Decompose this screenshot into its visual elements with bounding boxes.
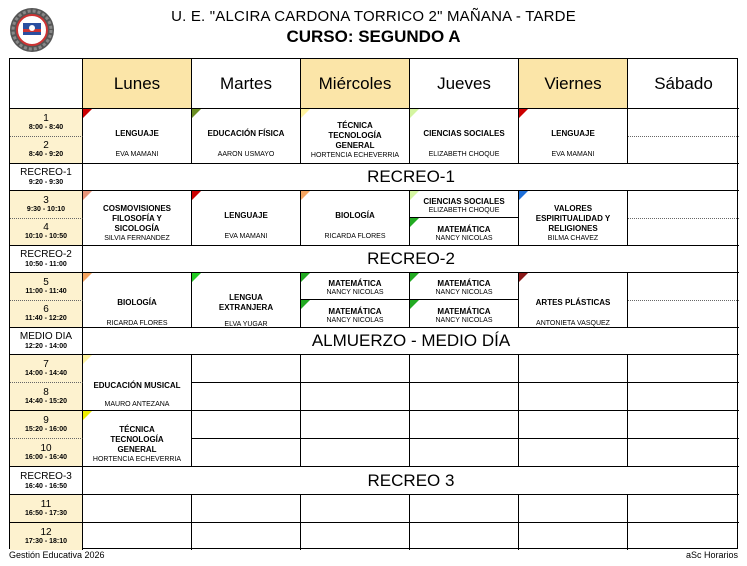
footer-right: aSc Horarios [685, 550, 738, 560]
break-recreo-2: RECREO-2 [83, 246, 739, 273]
empty-slot[interactable] [628, 137, 739, 164]
lesson-card[interactable]: MATEMÁTICA NANCY NICOLAS [410, 218, 519, 246]
lesson-card[interactable]: LENGUAJE EVA MAMANI [83, 109, 192, 164]
period-11: 11 16:50 - 17:30 [10, 495, 83, 523]
break-almuerzo: ALMUERZO - MEDIO DÍA [83, 328, 739, 355]
empty-slot[interactable] [192, 383, 301, 411]
empty-slot[interactable] [301, 383, 410, 411]
lesson-card[interactable]: ARTES PLÁSTICAS ANTONIETA VASQUEZ [519, 273, 628, 328]
period-4: 4 10:10 - 10:50 [10, 219, 83, 246]
lesson-card[interactable]: EDUCACIÓN FÍSICA AARON USMAYO [192, 109, 301, 164]
empty-slot[interactable] [301, 411, 410, 439]
empty-slot[interactable] [628, 411, 739, 439]
lesson-card[interactable]: MATEMÁTICA NANCY NICOLAS [301, 300, 410, 328]
period-5: 5 11:00 - 11:40 [10, 273, 83, 301]
empty-slot[interactable] [192, 495, 301, 523]
color-marker-vie_56 [519, 273, 528, 282]
empty-slot[interactable] [519, 411, 628, 439]
period-10: 10 16:00 - 16:40 [10, 439, 83, 467]
lesson-card[interactable]: CIENCIAS SOCIALES ELIZABETH CHOQUE [410, 191, 519, 218]
lesson-card[interactable]: MATEMÁTICA NANCY NICOLAS [410, 273, 519, 300]
empty-slot[interactable] [628, 355, 739, 383]
color-marker-mie_12 [301, 109, 310, 118]
empty-slot[interactable] [519, 523, 628, 550]
empty-slot[interactable] [192, 439, 301, 467]
empty-slot[interactable] [301, 523, 410, 550]
course-title: CURSO: SEGUNDO A [286, 27, 461, 46]
day-header-miercoles: Miércoles [301, 59, 410, 109]
period-recreo-3: RECREO-3 16:40 - 16:50 [10, 467, 83, 495]
day-header-jueves: Jueves [410, 59, 519, 109]
period-recreo-2: RECREO-2 10:50 - 11:00 [10, 246, 83, 273]
empty-slot[interactable] [192, 523, 301, 550]
color-marker-lun_56 [83, 273, 92, 282]
color-marker-lun_34 [83, 191, 92, 200]
color-marker-jue_3 [410, 191, 419, 200]
color-marker-mar_34 [192, 191, 201, 200]
empty-slot[interactable] [192, 355, 301, 383]
period-6: 6 11:40 - 12:20 [10, 301, 83, 328]
color-marker-mie_5 [301, 273, 310, 282]
lesson-card[interactable]: COSMOVISIONES FILOSOFÍA Y SICOLOGÍA SILVIA FERNANDEZ [83, 191, 192, 246]
empty-slot[interactable] [628, 495, 739, 523]
empty-slot[interactable] [628, 219, 739, 246]
empty-slot[interactable] [410, 523, 519, 550]
lesson-card[interactable]: TÉCNICA TECNOLOGÍA GENERAL HORTENCIA ECHEVERRIA [301, 109, 410, 164]
period-8: 8 14:40 - 15:20 [10, 383, 83, 411]
lesson-card[interactable]: TÉCNICA TECNOLOGÍA GENERAL HORTENCIA ECHEVERRIA [83, 411, 192, 467]
period-recreo-1: RECREO-1 9:20 - 9:30 [10, 164, 83, 191]
empty-slot[interactable] [410, 355, 519, 383]
empty-slot[interactable] [301, 495, 410, 523]
day-header-viernes: Viernes [519, 59, 628, 109]
empty-slot[interactable] [628, 301, 739, 328]
period-9: 9 15:20 - 16:00 [10, 411, 83, 439]
color-marker-mar_12 [192, 109, 201, 118]
color-marker-jue_6 [410, 300, 419, 309]
period-7: 7 14:00 - 14:40 [10, 355, 83, 383]
day-header-sabado: Sábado [628, 59, 739, 109]
empty-slot[interactable] [628, 383, 739, 411]
empty-slot[interactable] [410, 411, 519, 439]
empty-slot[interactable] [519, 383, 628, 411]
lesson-card[interactable]: BIOLOGÍA RICARDA FLORES [83, 273, 192, 328]
period-12: 12 17:30 - 18:10 [10, 523, 83, 550]
empty-slot[interactable] [519, 439, 628, 467]
empty-slot[interactable] [628, 109, 739, 137]
lesson-card[interactable]: LENGUAJE EVA MAMANI [192, 191, 301, 246]
footer-left: Gestión Educativa 2026 [9, 550, 105, 560]
empty-slot[interactable] [83, 523, 192, 550]
period-3: 3 9:30 - 10:10 [10, 191, 83, 219]
color-marker-mie_34 [301, 191, 310, 200]
day-header-martes: Martes [192, 59, 301, 109]
break-recreo-1: RECREO-1 [83, 164, 739, 191]
empty-slot[interactable] [519, 495, 628, 523]
lesson-card[interactable]: CIENCIAS SOCIALES ELIZABETH CHOQUE [410, 109, 519, 164]
empty-slot[interactable] [519, 355, 628, 383]
color-marker-mar_56 [192, 273, 201, 282]
empty-slot[interactable] [410, 439, 519, 467]
color-marker-mie_6 [301, 300, 310, 309]
color-marker-vie_12 [519, 109, 528, 118]
timetable-grid [9, 58, 738, 549]
period-2: 2 8:40 - 9:20 [10, 137, 83, 164]
lesson-card[interactable]: MATEMÁTICA NANCY NICOLAS [301, 273, 410, 300]
color-marker-jue_5 [410, 273, 419, 282]
color-marker-lun_12 [83, 109, 92, 118]
period-1: 1 8:00 - 8:40 [10, 109, 83, 137]
empty-slot[interactable] [628, 523, 739, 550]
empty-slot[interactable] [192, 411, 301, 439]
day-header-lunes: Lunes [83, 59, 192, 109]
empty-slot[interactable] [410, 495, 519, 523]
corner-cell [10, 59, 83, 109]
color-marker-jue_4 [410, 218, 419, 227]
lesson-card[interactable]: LENGUA EXTRANJERA ELVA YUGAR [192, 273, 301, 328]
color-marker-lun_910 [83, 411, 92, 420]
empty-slot[interactable] [83, 495, 192, 523]
empty-slot[interactable] [628, 191, 739, 219]
lesson-card[interactable]: VALORES ESPIRITUALIDAD Y RELIGIONES BILMA CHAVEZ [519, 191, 628, 246]
lesson-card[interactable]: EDUCACIÓN MUSICAL MAURO ANTEZANA [83, 355, 192, 411]
empty-slot[interactable] [301, 439, 410, 467]
lesson-card[interactable]: BIOLOGÍA RICARDA FLORES [301, 191, 410, 246]
empty-slot[interactable] [301, 355, 410, 383]
lesson-card[interactable]: MATEMÁTICA NANCY NICOLAS [410, 300, 519, 328]
school-title: U. E. "ALCIRA CARDONA TORRICO 2" MAÑANA - TARDE [171, 8, 576, 25]
color-marker-jue_12 [410, 109, 419, 118]
period-medio-dia: MEDIO DIA 12:20 - 14:00 [10, 328, 83, 355]
color-marker-lun_78 [83, 355, 92, 364]
empty-slot[interactable] [628, 273, 739, 301]
empty-slot[interactable] [410, 383, 519, 411]
color-marker-vie_34 [519, 191, 528, 200]
break-recreo-3: RECREO 3 [83, 467, 739, 495]
lesson-card[interactable]: LENGUAJE EVA MAMANI [519, 109, 628, 164]
empty-slot[interactable] [628, 439, 739, 467]
